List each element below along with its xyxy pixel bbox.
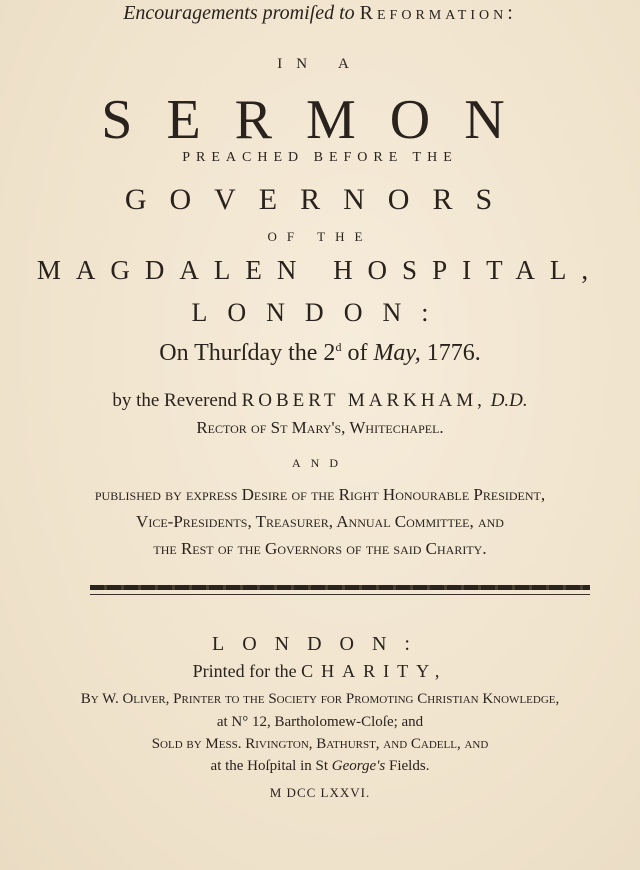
imprint-line-2: at N° 12, Bartholomew-Cloſe; and <box>216 714 424 730</box>
author-prefix: by the Reverend <box>112 390 237 411</box>
in-a-line: IN A <box>277 56 363 72</box>
date-prefix: On Thurſday the 2 <box>159 340 336 366</box>
imprint-line-3: Sold by Meſſ. Rivington, Bathurst, and Cadell, and <box>151 736 489 752</box>
magdalen-hospital-heading: MAGDALEN HOSPITAL, <box>36 255 604 285</box>
imprint-printed-for <box>0 661 640 682</box>
imprint-line-4-prefix: at the Hoſpital in St <box>210 758 329 774</box>
author-degree: D.D. <box>490 390 528 411</box>
imprint-line-4-italic: George's <box>331 758 386 774</box>
running-title <box>0 2 640 25</box>
published-line-2: Vice-Presidents, Treasurer, Annual Committee, and <box>136 512 504 531</box>
published-line-1: publiſhed by expreſs Deſire of the Right Honourable President, <box>94 485 546 504</box>
preached-before-line: PREACHED BEFORE THE <box>182 150 458 165</box>
author-name: ROBERT MARKHAM, <box>241 390 486 411</box>
date-year: 1776. <box>426 340 481 366</box>
date-line <box>0 340 640 367</box>
and-line: AND <box>292 456 348 470</box>
date-month: May, <box>373 340 421 366</box>
printed-for-charity: CHARITY, <box>301 661 448 681</box>
running-title-italic: Encouragements promiſed to <box>123 2 355 24</box>
date-of: of <box>347 340 368 366</box>
thin-divider-rule <box>90 594 590 595</box>
publication-date: M DCC LXXVI. <box>269 785 371 800</box>
date-superscript: d <box>335 340 342 354</box>
imprint-line-1: By W. Oliver, Printer to the Society for Promoting Chriſtian Knowledge, <box>80 691 560 707</box>
of-the-line: OF THE <box>267 229 373 244</box>
running-title-caps: Reformation: <box>359 2 517 24</box>
governors-heading: GOVERNORS <box>124 183 516 216</box>
london-heading: LONDON: <box>191 298 449 327</box>
imprint-london: LONDON: <box>212 633 428 655</box>
author-line <box>0 390 640 412</box>
imprint-line-4 <box>0 758 640 775</box>
imprint-line-4-suffix: Fields. <box>389 758 430 774</box>
printed-for-prefix: Printed for the <box>192 661 297 681</box>
thick-divider-rule <box>90 585 590 590</box>
sermon-heading: SERMON <box>101 89 539 151</box>
published-line-3: the Reſt of the Governors of the ſaid Charity. <box>153 539 487 558</box>
rector-line: Rector of St Mary's, Whitechapel. <box>196 418 444 437</box>
